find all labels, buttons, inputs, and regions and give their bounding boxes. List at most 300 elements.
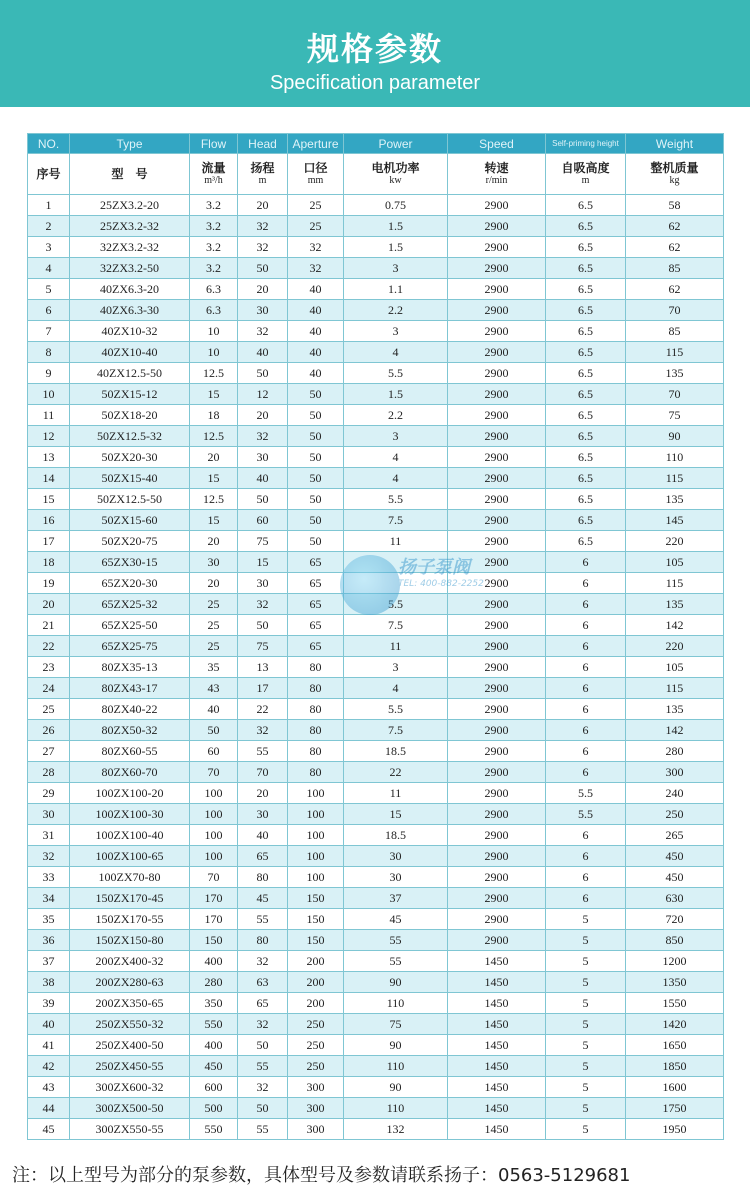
table-row [28,531,724,552]
table-cell: 80 [288,741,344,762]
table-cell: 630 [626,888,724,909]
table-cell: 100ZX100-40 [70,825,190,846]
table-cell: 2900 [448,195,546,216]
header-unit: kg [669,175,680,186]
table-cell: 40 [190,699,238,720]
table-cell: 80 [238,930,288,951]
table-cell: 50 [238,1035,288,1056]
table-cell: 32 [28,846,70,867]
table-cell: 18.5 [344,741,448,762]
table-cell: 5 [546,1098,626,1119]
table-cell: 2900 [448,489,546,510]
table-row [28,447,724,468]
table-cell: 220 [626,531,724,552]
table-cell: 90 [344,1077,448,1098]
table-cell: 2.2 [344,405,448,426]
table-cell: 41 [28,1035,70,1056]
table-cell: 1650 [626,1035,724,1056]
table-cell: 32 [238,321,288,342]
table-cell: 50 [288,489,344,510]
table-row [28,615,724,636]
table-cell: 6.3 [190,279,238,300]
table-cell: 150 [288,909,344,930]
header-en-cell: Speed [448,134,546,154]
table-cell: 170 [190,888,238,909]
table-row [28,279,724,300]
table-row [28,510,724,531]
table-row [28,1098,724,1119]
table-row [28,258,724,279]
table-cell: 2900 [448,216,546,237]
table-cell: 36 [28,930,70,951]
table-cell: 80ZX35-13 [70,657,190,678]
footer-note: 注：以上型号为部分的泵参数，具体型号及参数请联系扬子：0563-5129681 [12,1165,631,1186]
table-cell: 115 [626,678,724,699]
header-cn-cell [546,154,626,195]
table-cell: 65 [288,573,344,594]
table-cell: 150ZX170-45 [70,888,190,909]
table-cell: 7 [28,321,70,342]
table-cell: 200ZX350-65 [70,993,190,1014]
table-cell: 3.2 [190,216,238,237]
table-cell: 70 [238,762,288,783]
table-cell: 43 [190,678,238,699]
table-row [28,405,724,426]
table-cell: 25 [28,699,70,720]
table-cell: 6.5 [546,447,626,468]
table-row [28,1035,724,1056]
table-cell: 300ZX500-50 [70,1098,190,1119]
header-cn-label: 整机质量 [650,161,699,175]
table-cell: 39 [28,993,70,1014]
table-cell: 6 [546,657,626,678]
table-cell: 132 [344,1119,448,1140]
table-cell: 11 [344,531,448,552]
table-cell: 142 [626,615,724,636]
table-row [28,573,724,594]
table-cell: 1.5 [344,216,448,237]
table-cell: 250ZX450-55 [70,1056,190,1077]
table-cell: 100 [288,825,344,846]
table-cell: 135 [626,594,724,615]
header-banner [0,0,750,107]
table-cell: 40ZX6.3-30 [70,300,190,321]
table-cell: 2900 [448,867,546,888]
table-cell: 55 [238,1119,288,1140]
table-cell: 115 [626,468,724,489]
table-cell: 32 [238,237,288,258]
table-cell: 5.5 [344,699,448,720]
table-cell: 50 [190,720,238,741]
table-cell: 80 [238,867,288,888]
table-cell: 2900 [448,573,546,594]
table-cell: 1950 [626,1119,724,1140]
table-cell: 30 [190,552,238,573]
table-cell: 29 [28,783,70,804]
table-cell: 720 [626,909,724,930]
table-cell: 7.5 [344,615,448,636]
table-cell: 5 [546,1035,626,1056]
table-cell: 50ZX15-12 [70,384,190,405]
table-cell: 55 [344,930,448,951]
table-cell: 80 [288,678,344,699]
header-cn-cell [344,154,448,195]
table-cell: 1850 [626,1056,724,1077]
table-cell: 1450 [448,1035,546,1056]
table-row [28,657,724,678]
table-cell: 18 [190,405,238,426]
table-cell: 6 [546,699,626,720]
table-cell: 350 [190,993,238,1014]
table-cell: 115 [626,573,724,594]
table-cell: 75 [344,1014,448,1035]
table-cell: 15 [28,489,70,510]
table-cell: 40 [28,1014,70,1035]
table-cell: 2900 [448,762,546,783]
table-cell: 2900 [448,741,546,762]
table-cell: 100 [288,783,344,804]
table-cell: 50ZX12.5-50 [70,489,190,510]
table-row [28,678,724,699]
table-cell: 40 [238,825,288,846]
table-cell: 110 [626,447,724,468]
table-cell: 20 [190,447,238,468]
table-cell: 16 [28,510,70,531]
table-cell: 15 [238,552,288,573]
table-cell: 3.2 [190,258,238,279]
table-cell: 1450 [448,1098,546,1119]
table-cell: 80 [288,699,344,720]
header-row-cn [28,154,724,195]
table-cell: 50ZX15-40 [70,468,190,489]
table-row [28,993,724,1014]
table-cell: 20 [238,405,288,426]
table-cell: 2900 [448,846,546,867]
header-en-cell: Weight [626,134,724,154]
table-cell: 200ZX400-32 [70,951,190,972]
table-cell: 80ZX60-55 [70,741,190,762]
table-cell: 6 [546,594,626,615]
table-cell: 200 [288,972,344,993]
page-subtitle: Specification parameter [269,72,481,94]
spec-table [27,133,724,1140]
table-cell: 65 [288,615,344,636]
table-cell: 100ZX100-30 [70,804,190,825]
table-cell: 20 [190,531,238,552]
table-cell: 63 [238,972,288,993]
table-cell: 10 [190,342,238,363]
header-cn-label: 自吸高度 [561,161,610,175]
table-cell: 42 [28,1056,70,1077]
table-cell: 500 [190,1098,238,1119]
table-cell: 250 [626,804,724,825]
table-cell: 30 [344,846,448,867]
table-cell: 6.5 [546,489,626,510]
table-row [28,825,724,846]
table-cell: 80ZX50-32 [70,720,190,741]
table-cell: 250 [288,1035,344,1056]
table-cell: 142 [626,720,724,741]
table-cell: 265 [626,825,724,846]
table-cell: 55 [238,909,288,930]
table-row [28,972,724,993]
table-cell: 2900 [448,699,546,720]
table-cell: 24 [28,678,70,699]
table-cell: 27 [28,741,70,762]
table-cell: 2900 [448,678,546,699]
table-cell: 20 [28,594,70,615]
table-cell: 15 [344,804,448,825]
table-cell: 3 [28,237,70,258]
table-cell: 100 [190,783,238,804]
table-cell: 2900 [448,720,546,741]
table-cell: 2900 [448,342,546,363]
table-cell: 6.5 [546,426,626,447]
table-cell: 12.5 [190,363,238,384]
table-cell: 250ZX400-50 [70,1035,190,1056]
header-unit: mm [307,175,324,186]
table-cell: 65 [288,594,344,615]
table-cell: 1450 [448,1014,546,1035]
table-cell: 6 [546,846,626,867]
table-cell: 1350 [626,972,724,993]
table-cell: 150 [190,930,238,951]
header-cn-cell [28,154,70,195]
table-cell: 65ZX20-30 [70,573,190,594]
table-cell: 30 [344,867,448,888]
table-row [28,699,724,720]
table-cell: 135 [626,363,724,384]
table-cell: 2900 [448,321,546,342]
header-unit: m³/h [204,175,223,186]
table-cell: 1450 [448,1119,546,1140]
table-cell: 6.5 [546,384,626,405]
table-cell: 100 [288,867,344,888]
table-cell: 45 [238,888,288,909]
table-cell: 2900 [448,531,546,552]
table-cell: 2900 [448,783,546,804]
table-cell: 2900 [448,804,546,825]
table-cell: 32 [238,1077,288,1098]
table-row [28,741,724,762]
table-cell: 6.5 [546,510,626,531]
table-cell: 11 [344,636,448,657]
table-cell: 70 [626,300,724,321]
table-cell: 40ZX6.3-20 [70,279,190,300]
table-cell: 30 [238,804,288,825]
table-cell: 6 [546,636,626,657]
table-cell: 22 [28,636,70,657]
table-cell: 2900 [448,888,546,909]
table-cell: 22 [238,699,288,720]
table-cell: 50 [238,1098,288,1119]
table-cell: 40 [288,279,344,300]
header-cn-label: 序号 [36,167,61,181]
header-en-cell: Type [70,134,190,154]
table-cell: 2900 [448,258,546,279]
table-cell: 15 [190,468,238,489]
table-row [28,468,724,489]
table-cell: 6.5 [546,195,626,216]
table-row [28,216,724,237]
table-cell: 6 [546,762,626,783]
table-row [28,888,724,909]
table-cell: 1 [28,195,70,216]
header-cn-cell [70,154,190,195]
table-row [28,237,724,258]
table-cell: 1.1 [344,279,448,300]
header-en-cell: Self-priming height [546,134,626,154]
table-row [28,1056,724,1077]
table-cell: 4 [344,447,448,468]
table-cell: 1450 [448,993,546,1014]
table-row [28,300,724,321]
table-cell: 2900 [448,615,546,636]
table-cell: 3 [344,321,448,342]
table-cell: 6.5 [546,237,626,258]
table-cell: 100 [288,846,344,867]
table-cell: 2900 [448,468,546,489]
header-cn-cell [288,154,344,195]
table-cell: 2.2 [344,300,448,321]
table-cell: 100 [190,804,238,825]
table-cell: 14 [28,468,70,489]
table-row [28,384,724,405]
table-cell: 100 [288,804,344,825]
table-cell: 32 [288,237,344,258]
table-cell: 3 [344,657,448,678]
table-cell: 5.5 [344,363,448,384]
table-cell: 40 [238,468,288,489]
table-cell: 65ZX25-32 [70,594,190,615]
table-cell: 5.5 [344,594,448,615]
header-cn-label: 电机功率 [371,161,420,175]
table-cell: 20 [190,573,238,594]
table-cell: 300 [288,1098,344,1119]
table-cell: 50ZX18-20 [70,405,190,426]
table-cell: 5 [546,1077,626,1098]
table-row [28,867,724,888]
table-cell: 6.3 [190,300,238,321]
table-cell: 30 [238,300,288,321]
table-cell: 150 [288,930,344,951]
header-en-cell: Aperture [288,134,344,154]
header-unit: kw [389,175,402,186]
table-cell: 2900 [448,426,546,447]
table-cell: 90 [344,972,448,993]
table-cell: 32 [238,426,288,447]
table-cell: 2900 [448,279,546,300]
table-cell: 1600 [626,1077,724,1098]
table-cell: 45 [344,909,448,930]
table-cell: 50 [238,489,288,510]
table-cell: 75 [238,636,288,657]
table-cell: 32 [238,720,288,741]
table-cell: 2 [28,216,70,237]
table-cell: 25 [190,636,238,657]
page-title: 规格参数 [306,30,443,68]
table-cell: 65 [288,552,344,573]
table-cell: 5 [546,972,626,993]
table-cell: 105 [626,657,724,678]
table-cell: 10 [190,321,238,342]
header-unit: r/min [485,175,508,186]
table-cell: 280 [190,972,238,993]
table-cell: 50ZX12.5-32 [70,426,190,447]
table-cell: 300 [288,1119,344,1140]
table-cell: 25 [190,594,238,615]
table-cell: 80ZX40-22 [70,699,190,720]
table-row [28,804,724,825]
table-cell: 2900 [448,237,546,258]
table-cell: 20 [238,783,288,804]
table-cell: 6.5 [546,468,626,489]
table-body [28,195,724,1140]
table-cell: 50 [288,426,344,447]
table-row [28,930,724,951]
table-cell: 62 [626,237,724,258]
table-cell: 50ZX15-60 [70,510,190,531]
header-cn-label: 流量 [201,161,226,175]
table-cell: 600 [190,1077,238,1098]
table-cell: 2900 [448,405,546,426]
table-cell: 7.5 [344,510,448,531]
table-cell: 100ZX70-80 [70,867,190,888]
table-cell: 30 [28,804,70,825]
table-cell: 75 [238,531,288,552]
table-cell: 30 [238,573,288,594]
table-cell: 1.5 [344,384,448,405]
table-cell: 43 [28,1077,70,1098]
table-cell: 40 [288,363,344,384]
table-cell: 170 [190,909,238,930]
table-cell: 2900 [448,384,546,405]
table-cell: 55 [238,741,288,762]
table-cell: 8 [28,342,70,363]
table-cell: 32ZX3.2-32 [70,237,190,258]
header-cn-cell [190,154,238,195]
header-en-cell: Flow [190,134,238,154]
header-unit: m [258,175,267,186]
table-cell: 3 [344,258,448,279]
table-cell: 32 [238,1014,288,1035]
table-cell: 37 [344,888,448,909]
table-cell: 62 [626,279,724,300]
table-cell: 240 [626,783,724,804]
header-cn-cell [448,154,546,195]
table-cell: 5.5 [344,489,448,510]
table-cell: 37 [28,951,70,972]
table-cell: 100 [190,825,238,846]
table-cell: 28 [28,762,70,783]
table-row [28,594,724,615]
table-row [28,426,724,447]
table-cell: 7.5 [344,720,448,741]
header-cn-label: 转速 [484,161,509,175]
table-cell: 6 [546,888,626,909]
header-cn-label: 口径 [303,161,328,175]
table-row [28,783,724,804]
table-cell: 50 [238,615,288,636]
table-cell: 60 [238,510,288,531]
table-cell: 40ZX10-40 [70,342,190,363]
table-cell: 21 [28,615,70,636]
table-cell: 450 [626,867,724,888]
table-cell: 40 [288,300,344,321]
table-row [28,762,724,783]
table-cell: 32 [238,951,288,972]
table-cell: 5 [546,951,626,972]
